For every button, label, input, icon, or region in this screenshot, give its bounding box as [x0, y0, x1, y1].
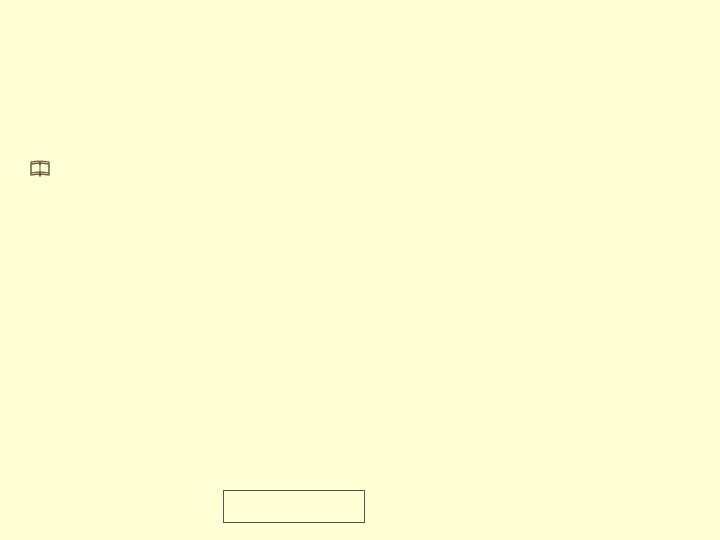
top-decorative-stripe — [0, 0, 720, 32]
slide-body — [30, 158, 670, 162]
open-book-icon — [30, 161, 50, 177]
formula-box — [223, 490, 365, 523]
bottom-decorative-stripe — [0, 532, 720, 540]
